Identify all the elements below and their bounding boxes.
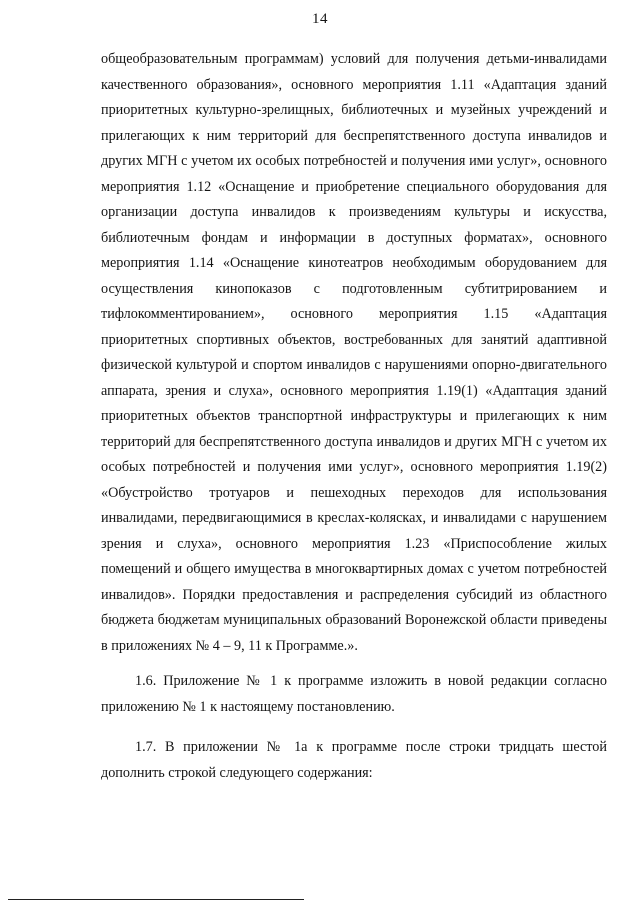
footer-divider (8, 899, 304, 900)
document-body (101, 47, 607, 786)
page-number: 14 (312, 11, 328, 27)
paragraph-item-1-7: 1.7. В приложении № 1а к программе после строки тридцать шестой дополнить строкой следующего содержания: (101, 739, 607, 781)
paragraph-item-1-6: 1.6. Приложение № 1 к программе изложить в новой редакции согласно приложению № 1 к настоящему постановлению. (101, 673, 607, 715)
paragraph-continuation: общеобразовательным программам) условий для получения детьми-инвалидами качественного образования», основного мероприятия 1.11 «Адаптация зданий приоритетных культурно-зрелищных, библиотечных и музейных учреждений и прилегающих к ним территорий для беспрепятственного доступа инвалидов и других МГН с учетом их особых потребностей и получения ими услуг», основного мероприятия 1.12 «Оснащение и приобретение специального оборудования для организации доступа инвалидов к произведениям культуры и искусства, библиотечным фондам и информации в доступных форматах», основного мероприятия 1.14 «Оснащение кинотеатров необходимым оборудованием для осуществления кинопоказов с подготовленным субтитрированием и тифлокомментированием», основного мероприятия 1.15 «Адаптация приоритетных спортивных объектов, востребованных для занятий адаптивной физической культурой и спортом инвалидов с нарушениями опорно-двигательного аппарата, зрения и слуха», основного мероприятия 1.19(1) «Адаптация зданий приоритетных объектов транспортной инфраструктуры и прилегающих к ним территорий для беспрепятственного доступа инвалидов и других МГН с учетом их особых потребностей и получения ими услуг», основного мероприятия 1.19(2) «Обустройство тротуаров и пешеходных переходов для использования инвалидами, передвигающимися в креслах-колясках, и инвалидами с нарушением зрения и слуха», основного мероприятия 1.23 «Приспособление жилых помещений и общего имущества в многоквартирных домах с учетом потребностей инвалидов». Порядки предоставления и распределения субсидий из областного бюджета бюджетам муниципальных образований Воронежской области приведены в приложениях № 4 – 9, 11 к Программе.». (101, 51, 607, 654)
